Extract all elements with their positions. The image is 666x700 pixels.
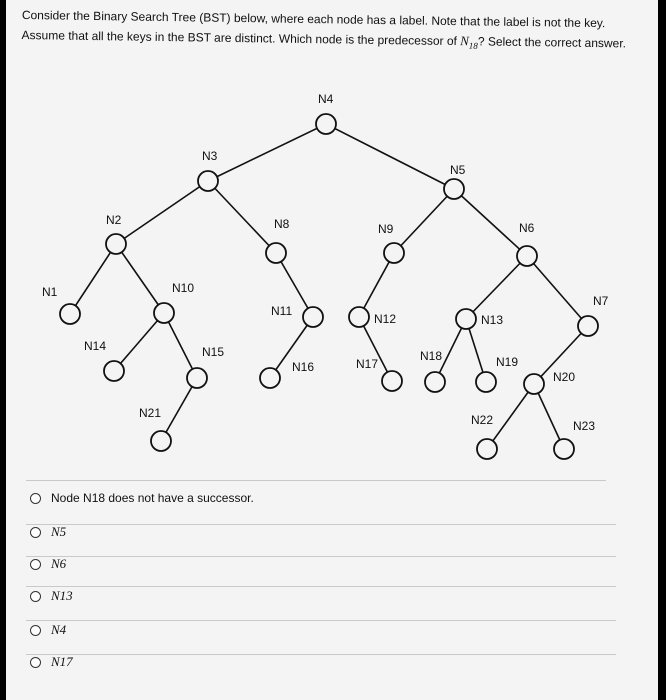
option-label: N6 bbox=[51, 556, 67, 571]
tree-node-n18 bbox=[425, 372, 445, 392]
tree-node-n22 bbox=[477, 439, 497, 459]
tree-edge bbox=[208, 124, 326, 181]
tree-node-n9 bbox=[384, 243, 404, 263]
tree-node-n3 bbox=[198, 171, 218, 191]
tree-node-n16 bbox=[260, 368, 280, 388]
tree-node-n2 bbox=[106, 234, 126, 254]
separator bbox=[26, 480, 606, 481]
node-label: N9 bbox=[378, 222, 394, 236]
node-label: N16 bbox=[292, 360, 315, 374]
tree-edge bbox=[116, 244, 164, 313]
tree-node-n11 bbox=[303, 307, 323, 327]
radio-button[interactable] bbox=[30, 559, 41, 570]
tree-edge bbox=[487, 384, 534, 449]
tree-edge bbox=[394, 189, 454, 253]
radio-button[interactable] bbox=[30, 625, 41, 636]
node-label: N1 bbox=[42, 285, 58, 299]
question-node-sub: 18 bbox=[468, 40, 478, 51]
node-label: N11 bbox=[271, 304, 293, 318]
tree-node-n14 bbox=[104, 361, 124, 381]
tree-edge bbox=[527, 256, 588, 326]
option-label: Node N18 does not have a successor. bbox=[51, 491, 254, 505]
tree-node-n10 bbox=[154, 303, 174, 323]
node-label: N18 bbox=[420, 349, 443, 363]
node-label: N13 bbox=[481, 313, 504, 327]
tree-node-n12 bbox=[349, 307, 369, 327]
tree-edges bbox=[70, 124, 588, 449]
option-no-successor[interactable] bbox=[30, 486, 610, 510]
tree-edge bbox=[70, 244, 116, 314]
tree-node-n21 bbox=[151, 431, 171, 451]
node-label: N5 bbox=[450, 163, 466, 177]
tree-edge bbox=[359, 253, 394, 317]
tree-edge bbox=[116, 181, 208, 244]
option-n4[interactable] bbox=[30, 618, 610, 642]
option-n6[interactable] bbox=[30, 552, 610, 576]
option-n5[interactable] bbox=[30, 520, 610, 544]
tree-node-n1 bbox=[60, 304, 80, 324]
tree-edge bbox=[114, 313, 164, 371]
node-label: N14 bbox=[84, 339, 107, 353]
node-label: N23 bbox=[573, 419, 596, 433]
node-label: N19 bbox=[496, 355, 519, 369]
tree-node-n19 bbox=[476, 372, 496, 392]
radio-button[interactable] bbox=[30, 493, 41, 504]
option-n13[interactable] bbox=[30, 584, 610, 608]
tree-node-n20 bbox=[524, 374, 544, 394]
node-label: N21 bbox=[139, 406, 162, 420]
option-label: N4 bbox=[51, 622, 67, 637]
tree-edge bbox=[466, 256, 527, 319]
tree-node-n23 bbox=[554, 439, 574, 459]
tree-node-n15 bbox=[187, 368, 207, 388]
tree-edge bbox=[164, 313, 197, 378]
tree-edge bbox=[208, 181, 276, 253]
radio-button[interactable] bbox=[30, 527, 41, 538]
tree-edge bbox=[326, 124, 454, 189]
tree-node-n17 bbox=[382, 371, 402, 391]
tree-node-n13 bbox=[456, 309, 476, 329]
node-label: N17 bbox=[356, 357, 379, 371]
tree-node-n6 bbox=[517, 246, 537, 266]
node-label: N22 bbox=[471, 413, 494, 427]
tree-edge bbox=[454, 189, 527, 256]
option-label: N17 bbox=[51, 654, 73, 669]
radio-button[interactable] bbox=[30, 591, 41, 602]
node-label: N7 bbox=[593, 294, 609, 308]
option-label: N13 bbox=[51, 588, 73, 603]
option-label: N5 bbox=[51, 524, 67, 539]
bst-diagram bbox=[6, 0, 658, 480]
node-label: N3 bbox=[202, 149, 218, 163]
node-label: N15 bbox=[202, 345, 225, 359]
node-label: N4 bbox=[318, 92, 334, 106]
radio-button[interactable] bbox=[30, 657, 41, 668]
node-label: N8 bbox=[274, 217, 290, 231]
question-page bbox=[6, 0, 658, 700]
node-label: N10 bbox=[172, 281, 195, 295]
tree-node-n7 bbox=[578, 316, 598, 336]
option-n17[interactable] bbox=[30, 650, 610, 674]
node-label: N12 bbox=[374, 312, 397, 326]
node-label: N6 bbox=[519, 221, 535, 235]
tree-node-n8 bbox=[266, 243, 286, 263]
tree-node-n4 bbox=[316, 114, 336, 134]
node-label: N2 bbox=[106, 213, 122, 227]
question-text: Consider the Binary Search Tree (BST) below, where each node has a label. Note that the label is not the key. Assume that all the keys in the BST are distinct. Which node is the predecessor of $N_{18}$? Select the correct answer. bbox=[21, 7, 627, 51]
question-node-var: N bbox=[460, 33, 470, 49]
tree-node-n5 bbox=[444, 179, 464, 199]
node-label: N20 bbox=[553, 370, 576, 384]
